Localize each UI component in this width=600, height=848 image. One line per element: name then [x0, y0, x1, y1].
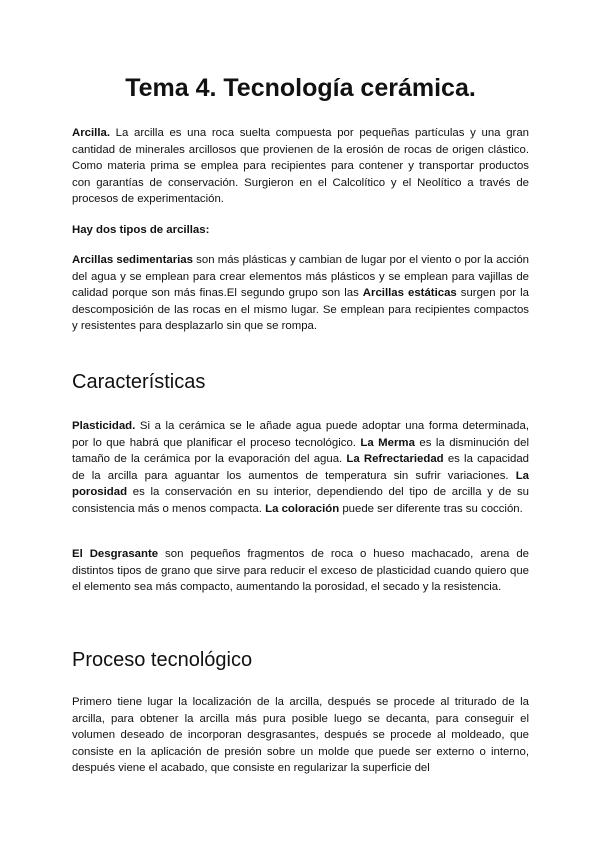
degreaser-term: El Desgrasante — [72, 548, 159, 560]
shrinkage-term: La Merma — [360, 436, 415, 449]
plasticity-text: Si a la cerámica se le añade agua puede adoptar una forma determinada, por lo que habrá que planificar el proceso tecnológico. — [72, 420, 529, 449]
intro-paragraph — [72, 125, 529, 208]
characteristics-paragraph — [72, 418, 529, 517]
intro-text: La arcilla es una roca suelta compuesta por pequeñas partículas y una gran cantidad de minerales arcillosos que provienen de la erosión de rocas de origen clástico. Como materia prima se emplea para recipientes para contener y transportar productos con garantías de conservación. Surgieron en el Calcolítico y el Neolítico a través de procesos de experimentación. — [72, 127, 529, 205]
plasticity-term: Plasticidad. — [72, 420, 136, 432]
refractoriness-term: La Refrectariedad — [346, 453, 444, 465]
type1-text: son más plásticas y cambian de lugar por el viento o por la acción del agua y se emplean para crear elementos más plásticos y se emplean para vajillas de calidad porque son más finas.El segundo grupo son las — [72, 254, 529, 299]
degreaser-paragraph — [72, 546, 529, 596]
section-heading-characteristics: Características — [72, 371, 206, 393]
types-heading-text: Hay dos tipos de arcillas: — [72, 224, 210, 236]
porosity-text: es la conservación en su interior, dependiendo del tipo de arcilla y de su consistencia más o menos compacta. — [72, 486, 529, 515]
process-paragraph: Primero tiene lugar la localización de la arcilla, después se procede al triturado de la arcilla, para obtener la arcilla más pura posible luego se decanta, para conseguir el volumen deseado de incorporan desgrasantes, después se procede al moldeado, que consiste en la aplicación de presión sobre un molde que puede ser externo o interno, después viene el acabado, que consiste en regularizar la superficie del — [72, 696, 529, 774]
type2-term: Arcillas estáticas — [362, 287, 457, 299]
shrinkage-text: es la disminución del tamaño de la cerámica por la evaporación del agua. — [72, 436, 530, 465]
section-heading-process: Proceso tecnológico — [72, 649, 253, 671]
porosity-term: La porosidad — [72, 469, 529, 498]
types-paragraph — [72, 252, 529, 335]
type1-term: Arcillas sedimentarias — [72, 254, 193, 266]
coloration-text: puede ser diferente tras su cocción. — [339, 502, 523, 515]
refractoriness-text: es la capacidad de la arcilla para aguantar los aumentos de temperatura sin sufrir variaciones. — [72, 453, 530, 482]
type2-text: surgen por la descomposición de las rocas en el mismo lugar. Se emplean para recipientes compactos y resistentes para desplazarlo sin que se rompa. — [72, 287, 529, 332]
types-heading — [72, 222, 529, 239]
coloration-term: La coloración — [265, 502, 340, 515]
page-title: Tema 4. Tecnología cerámica. — [125, 74, 476, 102]
degreaser-text: son pequeños fragmentos de roca o hueso machacado, arena de distintos tipos de grano que sirve para reducir el exceso de plasticidad cuando quiero que el elemento sea más compacto, aumentando la porosidad, el secado y la resistencia. — [72, 548, 529, 593]
intro-term: Arcilla. — [72, 127, 110, 139]
